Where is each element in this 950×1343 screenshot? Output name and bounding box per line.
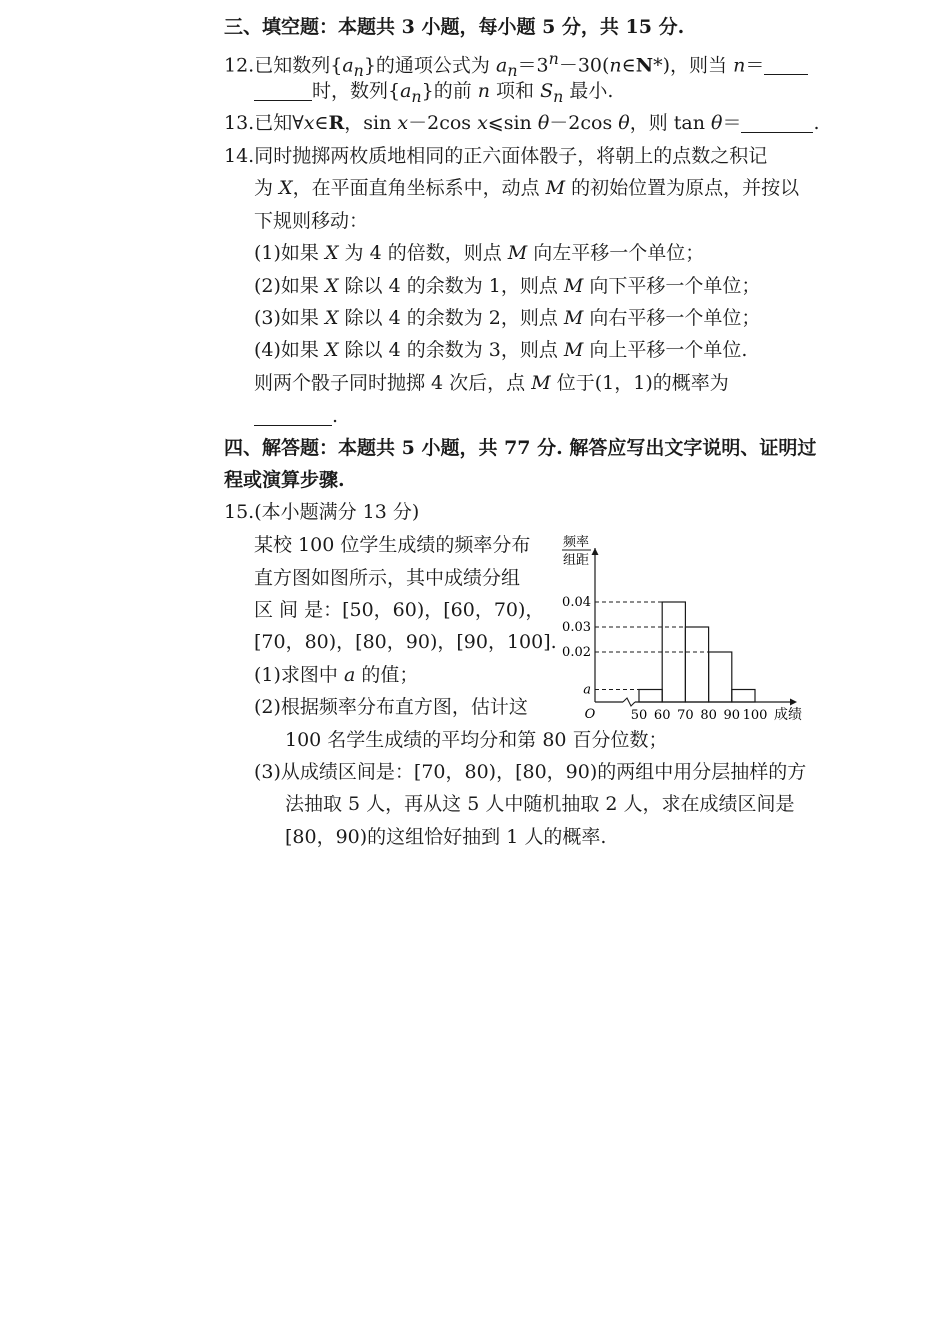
q15-para-line2: 直方图如图所示，其中成绩分组 [254,567,521,589]
x-tick-label: 90 [723,708,741,723]
histogram-bar [709,652,732,702]
q14-line9: . [254,401,338,431]
y-tick-label: a [583,682,591,698]
q12-line2: 时，数列$\{a_n\}$的前 n 项和 $S_n$ 最小. [254,76,613,112]
q15-para-line3: 区 间 是：[50，60)，[60，70)， [254,599,545,621]
x-tick-label: 70 [677,708,694,723]
x-tick-label: 100 [742,708,768,723]
y-label-top: 频率 [562,535,590,550]
q15-sub3-line1: (3)从成绩区间是：[70，80)，[80，90)的两组中用分层抽样的方 [254,761,807,783]
x-axis-arrow-icon [790,699,797,706]
q14-line2: 为 X，在平面直角坐标系中，动点 M 的初始位置为原点，并按以 [254,177,800,199]
q14-line1: 14.同时抛掷两枚质地相同的正六面体骰子，将朝上的点数之积记 [224,145,768,167]
section4-heading-line1: 四、解答题：本题共 5 小题，共 77 分. 解答应写出文字说明、证明过 [224,437,817,459]
x-tick-label: 80 [700,708,717,723]
y-axis-arrow-icon [592,548,599,555]
histogram-bar [732,690,755,703]
q14-line3: 下规则移动： [254,210,369,232]
q13-answer-blank[interactable] [741,112,813,133]
q14-rule4: (4)如果 X 除以 4 的余数为 3，则点 M 向上平移一个单位. [254,339,748,361]
y-label-bottom: 组距 [562,553,590,568]
y-tick-label: 0.04 [562,595,591,610]
q14-rule3: (3)如果 X 除以 4 的余数为 2，则点 M 向右平移一个单位； [254,307,761,329]
q15-sub3-line2: 法抽取 5 人，再从这 5 人中随机抽取 2 人，求在成绩区间是 [285,793,795,815]
origin-label: O [584,707,596,722]
q15-para-line1: 某校 100 位学生成绩的频率分布 [254,534,531,556]
q15-header: 15.(本小题满分 13 分) [224,501,420,523]
x-axis-label: 成绩 [774,707,802,723]
q15-para-line4: [70，80)，[80，90)，[90，100]. [254,631,557,653]
q12-answer-blank-1[interactable] [764,54,808,75]
q12-line1: 12.已知数列$\{a_n\}$的通项公式为 $a_n=3^n-30(n\in N*)$，则当 n＝ [224,44,808,86]
frequency-histogram [550,530,812,726]
x-tick-label: 60 [653,708,671,723]
y-tick-label: 0.02 [562,645,591,660]
q14-rule1: (1)如果 X 为 4 的倍数，则点 M 向左平移一个单位； [254,242,705,264]
q13-number: 13. [224,112,255,134]
q14-rule2: (2)如果 X 除以 4 的余数为 1，则点 M 向下平移一个单位； [254,275,761,297]
axis-break-icon [623,698,635,706]
q15-number: 15. [224,501,255,523]
q14-number: 14. [224,145,255,167]
q13-line: 13.已知∀x∈R，sin x－2cos x⩽sin θ－2cos θ，则 tan θ＝ . [224,112,820,134]
q14-line8: 则两个骰子同时抛掷 4 次后，点 M 位于(1，1)的概率为 [254,372,729,394]
q14-answer-blank[interactable] [254,405,332,426]
y-tick-label: 0.03 [562,620,591,635]
q12-number: 12. [224,54,255,77]
section4-heading-line2: 程或演算步骤. [224,469,345,491]
histogram-bar [685,627,708,702]
histogram-bar [639,690,662,703]
q15-sub3-line3: [80，90)的这组恰好抽到 1 人的概率. [285,826,607,848]
section3-heading: 三、填空题：本题共 3 小题，每小题 5 分，共 15 分. [224,16,685,38]
q15-sub2-line1: (2)根据频率分布直方图，估计这 [254,696,528,718]
q15-sub2-line2: 100 名学生成绩的平均分和第 80 百分位数； [285,729,668,751]
q15-sub1: (1)求图中 a 的值； [254,664,419,686]
x-tick-label: 50 [630,708,648,723]
q12-answer-blank-2[interactable] [254,80,312,101]
